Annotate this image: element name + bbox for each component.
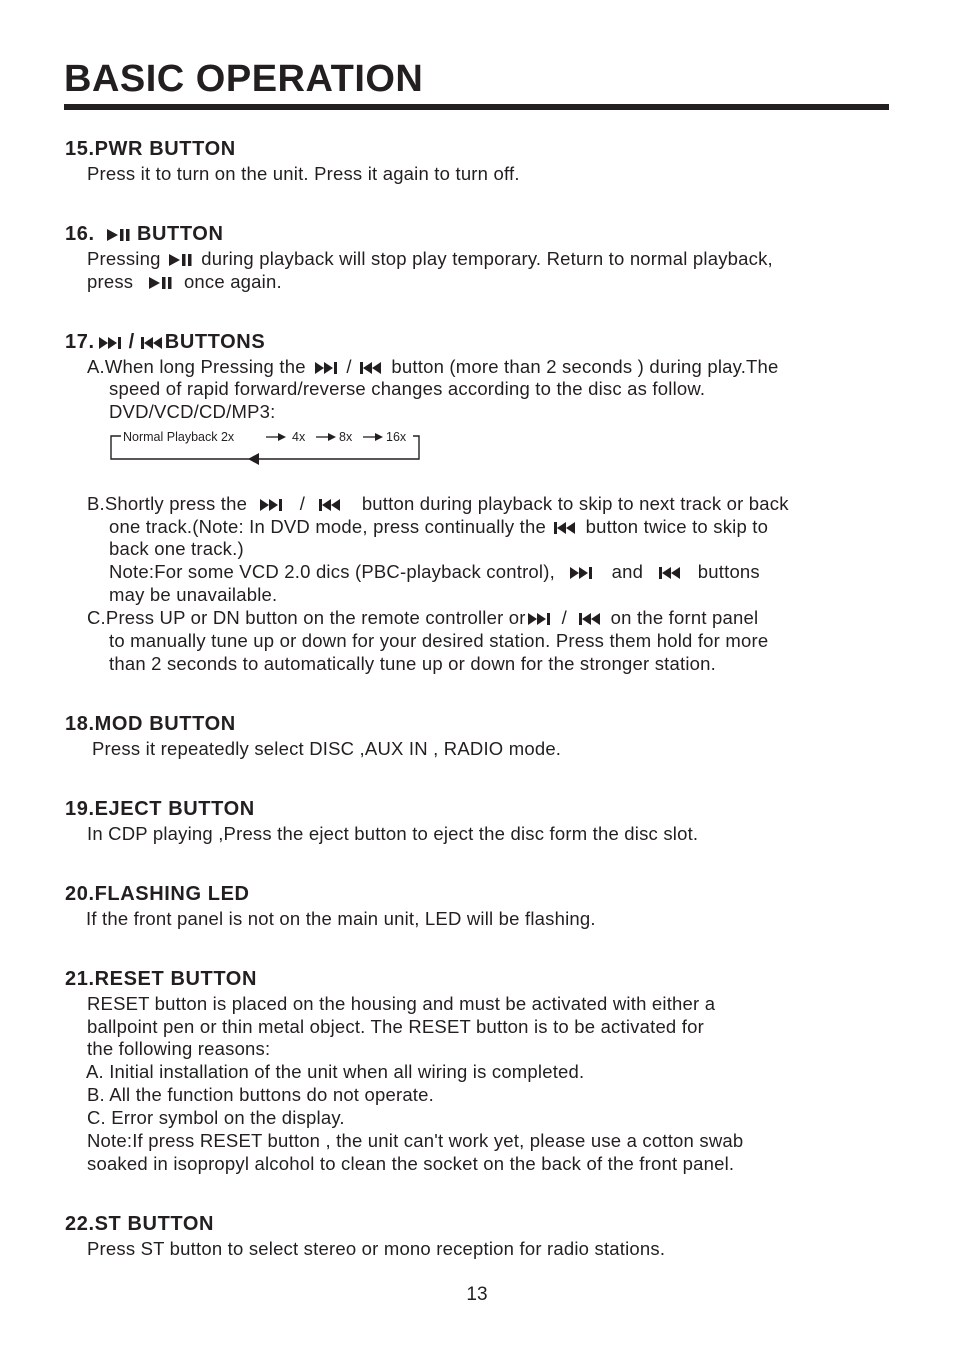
next-track-icon (260, 498, 284, 512)
text-fragment: / (561, 607, 567, 628)
skip-c-line-3: than 2 seconds to automatically tune up or down for the stronger station. (109, 653, 716, 674)
next-track-icon (99, 336, 123, 350)
previous-track-icon (318, 498, 342, 512)
reset-text-line-3: the following reasons: (87, 1038, 271, 1059)
heading-word: BUTTON (136, 223, 224, 245)
heading-play-pause-button (65, 223, 224, 246)
text-fragment: press (87, 271, 134, 292)
play-pause-icon (149, 276, 173, 290)
arrow-head (375, 433, 383, 441)
diagram-4x: 4x (292, 430, 306, 444)
page-title: BASIC OPERATION (64, 58, 424, 100)
heading-number: 16. (65, 223, 95, 245)
previous-track-icon (578, 612, 602, 626)
play-pause-text-line-1 (87, 248, 773, 270)
arrow-head (278, 433, 286, 441)
next-track-icon (315, 361, 339, 375)
next-track-icon (528, 612, 552, 626)
text-fragment: C.Press UP or DN button on the remote controller or (87, 607, 526, 628)
skip-c-line-2: to manually tune up or down for your desired station. Press them hold for more (109, 630, 769, 651)
skip-b-line-4 (109, 561, 760, 583)
diagram-16x: 16x (386, 430, 407, 444)
text-fragment: button twice to skip to (585, 516, 769, 537)
play-pause-icon (107, 228, 131, 242)
skip-c-line-1 (87, 607, 758, 629)
previous-track-icon (359, 361, 383, 375)
diagram-8x: 8x (339, 430, 353, 444)
text-fragment: B.Shortly press the (87, 493, 248, 514)
text-fragment: / (346, 356, 352, 377)
reset-text-line-2: ballpoint pen or thin metal object. The RESET button is to be activated for (87, 1016, 704, 1037)
reset-text-line-6: C. Error symbol on the display. (87, 1107, 345, 1128)
skip-b-line-2 (109, 516, 768, 538)
heading-pwr-button: 15.PWR BUTTON (65, 138, 236, 160)
reset-text-line-1: RESET button is placed on the housing and must be activated with either a (87, 993, 716, 1014)
skip-a-line-3: DVD/VCD/CD/MP3: (109, 401, 276, 422)
text-fragment: one track.(Note: In DVD mode, press continually the (109, 516, 546, 537)
heading-skip-buttons (65, 331, 265, 354)
pwr-button-text: Press it to turn on the unit. Press it again to turn off. (87, 163, 520, 184)
skip-b-line-3: back one track.) (109, 538, 244, 559)
eject-button-text: In CDP playing ,Press the eject button to eject the disc form the disc slot. (87, 823, 699, 844)
text-fragment: button (more than 2 seconds ) during play.The (391, 356, 779, 377)
reset-text-line-5: B. All the function buttons do not operate. (87, 1084, 434, 1105)
play-pause-icon (169, 253, 193, 267)
heading-slash: / (128, 331, 135, 353)
text-fragment: on the fornt panel (610, 607, 759, 628)
previous-track-icon (140, 336, 164, 350)
previous-track-icon (553, 521, 577, 535)
next-track-icon (570, 566, 594, 580)
mod-button-text: Press it repeatedly select DISC ,AUX IN , RADIO mode. (92, 738, 562, 759)
skip-a-line-2: speed of rapid forward/reverse changes according to the disc as follow. (109, 378, 706, 399)
reset-text-line-7: Note:If press RESET button , the unit can't work yet, please use a cotton swab (87, 1130, 744, 1151)
heading-eject-button: 19.EJECT BUTTON (65, 798, 255, 820)
text-fragment: button during playback to skip to next track or back (361, 493, 789, 514)
text-fragment: Pressing (87, 248, 161, 269)
arrow-head (328, 433, 336, 441)
text-fragment: during playback will stop play temporary. Return to normal playback, (201, 248, 773, 269)
text-fragment: and (611, 561, 644, 582)
heading-number: 17. (65, 331, 95, 353)
flashing-led-text: If the front panel is not on the main unit, LED will be flashing. (86, 908, 596, 929)
title-underline (64, 104, 889, 110)
text-fragment: buttons (697, 561, 760, 582)
page-number: 13 (466, 1284, 488, 1305)
reset-text-line-8: soaked in isopropyl alcohol to clean the socket on the back of the front panel. (87, 1153, 735, 1174)
text-fragment: / (299, 493, 306, 514)
st-button-text: Press ST button to select stereo or mono reception for radio stations. (87, 1238, 666, 1259)
text-fragment: once again. (183, 271, 282, 292)
skip-b-line-5: may be unavailable. (109, 584, 278, 605)
skip-a-line-1 (87, 356, 779, 378)
previous-track-icon (658, 566, 682, 580)
heading-st-button: 22.ST BUTTON (65, 1213, 215, 1235)
heading-flashing-led: 20.FLASHING LED (65, 883, 250, 905)
heading-reset-button: 21.RESET BUTTON (65, 968, 257, 990)
heading-word: BUTTONS (164, 331, 266, 353)
text-fragment: Note:For some VCD 2.0 dics (PBC-playback control), (109, 561, 555, 582)
text-fragment: A.When long Pressing the (87, 356, 306, 377)
return-arrowhead (248, 453, 259, 465)
skip-b-line-1 (87, 493, 789, 515)
diagram-normal-playback: Normal Playback 2x (123, 430, 235, 444)
play-pause-text-line-2 (87, 271, 282, 293)
reset-text-line-4: A. Initial installation of the unit when all wiring is completed. (86, 1061, 585, 1082)
heading-mod-button: 18.MOD BUTTON (65, 713, 236, 735)
